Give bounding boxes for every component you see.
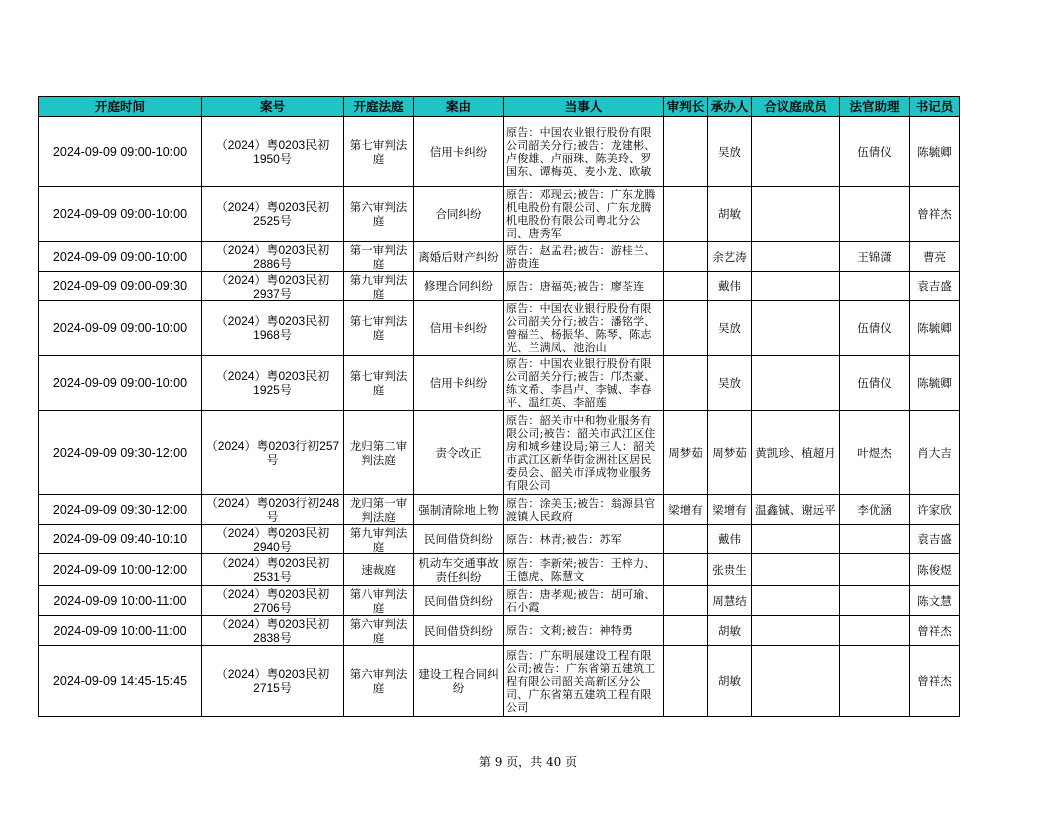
cell-case-no-text: （2024）粤0203行初257号 bbox=[205, 438, 340, 467]
cell-case-no bbox=[202, 586, 344, 616]
cell-parties bbox=[504, 356, 664, 411]
cell-cause bbox=[414, 495, 504, 525]
col-header-cause: 案由 bbox=[414, 97, 504, 117]
cell-clerk-text: 曾祥杰 bbox=[917, 207, 952, 221]
cell-time bbox=[39, 646, 202, 717]
cell-clerk bbox=[910, 554, 960, 586]
cell-case-no-text: （2024）粤0203民初2525号 bbox=[215, 200, 330, 228]
cell-time bbox=[39, 616, 202, 646]
cell-assistant-text: 李优涵 bbox=[857, 502, 892, 517]
cell-time-text: 2024-09-09 09:00-10:00 bbox=[52, 144, 188, 159]
cell-court-text: 第七审判法庭 bbox=[349, 314, 408, 342]
cell-court-text: 第八审判法庭 bbox=[349, 586, 408, 615]
cell-clerk bbox=[910, 117, 960, 187]
cell-court-text: 第九审判法庭 bbox=[349, 525, 408, 553]
cell-time-text: 2024-09-09 10:00-11:00 bbox=[53, 623, 187, 638]
cell-handler bbox=[708, 301, 752, 356]
cell-case-no bbox=[202, 272, 344, 301]
cell-assistant bbox=[840, 242, 910, 272]
cell-parties-text: 原告：唐孝观;被告：胡可瑜、石小霞 bbox=[506, 587, 656, 614]
cell-time-text: 2024-09-09 09:00-10:00 bbox=[52, 249, 188, 264]
cell-clerk bbox=[910, 646, 960, 717]
cell-court bbox=[344, 187, 414, 242]
cell-time bbox=[39, 495, 202, 525]
cell-parties bbox=[504, 242, 664, 272]
cell-court-text: 第六审判法庭 bbox=[349, 667, 408, 695]
cell-handler-text: 周慧结 bbox=[712, 593, 747, 608]
table-row bbox=[39, 187, 960, 242]
cell-cause-text: 修理合同纠纷 bbox=[424, 279, 493, 293]
cell-parties-text: 原告：广东明展建设工程有限公司;被告：广东省第五建筑工程有限公司韶关高新区分公司、广东省第五建筑工程有限公司 bbox=[506, 648, 656, 714]
cell-case-no-text: （2024）粤0203民初2940号 bbox=[215, 525, 330, 553]
cell-assistant bbox=[840, 356, 910, 411]
table-row bbox=[39, 411, 960, 495]
cell-court bbox=[344, 525, 414, 554]
cell-parties bbox=[504, 117, 664, 187]
cell-court-text: 第六审判法庭 bbox=[349, 616, 408, 645]
table-row bbox=[39, 586, 960, 616]
cell-presiding bbox=[664, 301, 708, 356]
cell-parties-text: 原告：文莉;被告：神特勇 bbox=[506, 624, 634, 637]
cell-court-text: 龙归第一审判法庭 bbox=[349, 495, 408, 524]
cell-cause-text: 合同纠纷 bbox=[435, 207, 482, 221]
cell-presiding bbox=[664, 272, 708, 301]
table-row bbox=[39, 117, 960, 187]
cell-clerk-text: 陈俊煜 bbox=[917, 562, 952, 577]
cell-assistant bbox=[840, 117, 910, 187]
cell-panel bbox=[752, 616, 840, 646]
table-row bbox=[39, 272, 960, 301]
cell-time-text: 2024-09-09 14:45-15:45 bbox=[52, 674, 188, 688]
cell-court bbox=[344, 554, 414, 586]
cell-cause-text: 民间借贷纠纷 bbox=[424, 532, 493, 546]
cell-handler-text: 张贵生 bbox=[712, 562, 747, 577]
cell-time-text: 2024-09-09 09:00-09:30 bbox=[52, 279, 188, 293]
cell-cause bbox=[414, 117, 504, 187]
table-row bbox=[39, 525, 960, 554]
cell-assistant-text: 伍倩仪 bbox=[857, 376, 892, 390]
cell-assistant bbox=[840, 646, 910, 717]
cell-presiding bbox=[664, 646, 708, 717]
cell-parties bbox=[504, 187, 664, 242]
cell-assistant bbox=[840, 586, 910, 616]
cell-parties bbox=[504, 586, 664, 616]
cell-parties bbox=[504, 554, 664, 586]
cell-court-text: 速裁庭 bbox=[361, 562, 396, 577]
cell-clerk-text: 曹亮 bbox=[923, 249, 946, 264]
cell-assistant bbox=[840, 411, 910, 495]
cell-presiding bbox=[664, 495, 708, 525]
cell-cause bbox=[414, 586, 504, 616]
cell-assistant bbox=[840, 525, 910, 554]
col-header-clerk: 书记员 bbox=[910, 97, 960, 117]
cell-clerk bbox=[910, 525, 960, 554]
cell-handler-text: 吴放 bbox=[718, 376, 741, 390]
cell-panel bbox=[752, 117, 840, 187]
cell-clerk-text: 袁吉盛 bbox=[917, 532, 952, 546]
cell-assistant bbox=[840, 616, 910, 646]
cell-panel bbox=[752, 272, 840, 301]
cell-time-text: 2024-09-09 09:30-12:00 bbox=[52, 445, 188, 460]
cell-parties-text: 原告：赵孟君;被告：游桂兰、游贵连 bbox=[506, 243, 656, 270]
cell-case-no-text: （2024）粤0203民初2838号 bbox=[215, 616, 330, 645]
cell-handler-text: 戴伟 bbox=[718, 279, 741, 293]
cell-assistant bbox=[840, 272, 910, 301]
cell-parties bbox=[504, 525, 664, 554]
cell-court bbox=[344, 646, 414, 717]
cell-presiding bbox=[664, 554, 708, 586]
cell-presiding bbox=[664, 242, 708, 272]
cell-panel bbox=[752, 495, 840, 525]
cell-court-text: 第六审判法庭 bbox=[349, 200, 408, 228]
col-header-panel: 合议庭成员 bbox=[752, 97, 840, 117]
cell-time-text: 2024-09-09 10:00-11:00 bbox=[53, 593, 187, 608]
cell-clerk-text: 陈毓卿 bbox=[917, 376, 952, 390]
cell-panel bbox=[752, 525, 840, 554]
cell-handler bbox=[708, 272, 752, 301]
cell-panel bbox=[752, 411, 840, 495]
cell-time bbox=[39, 356, 202, 411]
cell-assistant bbox=[840, 301, 910, 356]
cell-clerk bbox=[910, 301, 960, 356]
cell-clerk bbox=[910, 586, 960, 616]
court-schedule-table bbox=[38, 96, 960, 717]
cell-clerk-text: 曾祥杰 bbox=[917, 674, 952, 688]
cell-presiding bbox=[664, 117, 708, 187]
cell-case-no bbox=[202, 117, 344, 187]
cell-case-no-text: （2024）粤0203民初1925号 bbox=[215, 369, 330, 397]
cell-case-no-text: （2024）粤0203民初2706号 bbox=[215, 586, 330, 615]
cell-assistant-text: 王锦潇 bbox=[857, 249, 892, 264]
cell-presiding bbox=[664, 616, 708, 646]
cell-panel-text: 黄凯珍、植超月 bbox=[755, 445, 836, 460]
cell-assistant bbox=[840, 187, 910, 242]
cell-clerk bbox=[910, 495, 960, 525]
cell-clerk-text: 陈毓卿 bbox=[917, 144, 952, 159]
cell-assistant bbox=[840, 554, 910, 586]
cell-case-no bbox=[202, 495, 344, 525]
cell-handler-text: 胡敏 bbox=[718, 623, 741, 638]
cell-court bbox=[344, 411, 414, 495]
cell-case-no-text: （2024）粤0203民初2937号 bbox=[215, 272, 330, 300]
cell-case-no bbox=[202, 242, 344, 272]
cell-handler bbox=[708, 646, 752, 717]
cell-cause bbox=[414, 356, 504, 411]
cell-handler bbox=[708, 356, 752, 411]
cell-court-text: 第一审判法庭 bbox=[349, 242, 408, 271]
cell-court bbox=[344, 272, 414, 301]
cell-case-no bbox=[202, 187, 344, 242]
col-header-presiding: 审判长 bbox=[664, 97, 708, 117]
table-row bbox=[39, 554, 960, 586]
cell-case-no-text: （2024）粤0203行初248号 bbox=[205, 495, 340, 524]
cell-court-text: 第九审判法庭 bbox=[349, 272, 408, 300]
cell-time-text: 2024-09-09 10:00-12:00 bbox=[52, 562, 188, 577]
page-footer: 第 9 页，共 40 页 bbox=[478, 755, 578, 769]
cell-time bbox=[39, 272, 202, 301]
cell-handler-text: 戴伟 bbox=[718, 532, 741, 546]
cell-parties-text: 原告：韶关市中和物业服务有限公司;被告：韶关市武江区住房和城乡建设局;第三人：韶关市武江区新华街金洲社区居民委员会、韶关市泽成物业服务有限公司 bbox=[506, 413, 656, 492]
cell-parties bbox=[504, 411, 664, 495]
col-header-time: 开庭时间 bbox=[39, 97, 202, 117]
cell-handler-text: 周梦茹 bbox=[712, 445, 747, 460]
cell-time bbox=[39, 525, 202, 554]
cell-case-no-text: （2024）粤0203民初2886号 bbox=[215, 242, 330, 271]
cell-cause bbox=[414, 272, 504, 301]
cell-court-text: 第七审判法庭 bbox=[349, 137, 408, 166]
cell-cause bbox=[414, 554, 504, 586]
col-header-handler: 承办人 bbox=[708, 97, 752, 117]
table-row bbox=[39, 301, 960, 356]
table-row bbox=[39, 646, 960, 717]
col-header-parties: 当事人 bbox=[504, 97, 664, 117]
cell-parties-text: 原告：中国农业银行股份有限公司韶关分行;被告：龙建彬、卢俊雄、卢丽珠、陈美玲、罗国东、谭梅英、麦小龙、欧敏 bbox=[506, 125, 656, 178]
cell-parties-text: 原告：林青;被告：苏军 bbox=[506, 532, 622, 546]
cell-cause-text: 责令改正 bbox=[435, 445, 482, 460]
cell-parties bbox=[504, 616, 664, 646]
table-row bbox=[39, 495, 960, 525]
cell-time-text: 2024-09-09 09:00-10:00 bbox=[52, 207, 188, 221]
cell-cause-text: 强制清除地上物 bbox=[418, 502, 499, 517]
cell-handler bbox=[708, 411, 752, 495]
col-header-court: 开庭法庭 bbox=[344, 97, 414, 117]
table-row bbox=[39, 242, 960, 272]
cell-cause-text: 民间借贷纠纷 bbox=[424, 623, 493, 638]
cell-time bbox=[39, 411, 202, 495]
cell-clerk bbox=[910, 411, 960, 495]
col-header-assistant: 法官助理 bbox=[840, 97, 910, 117]
cell-presiding bbox=[664, 356, 708, 411]
cell-parties bbox=[504, 301, 664, 356]
cell-case-no-text: （2024）粤0203民初2715号 bbox=[215, 667, 330, 695]
cell-handler bbox=[708, 616, 752, 646]
cell-presiding bbox=[664, 586, 708, 616]
col-header-case-no: 案号 bbox=[202, 97, 344, 117]
cell-time bbox=[39, 187, 202, 242]
cell-cause bbox=[414, 411, 504, 495]
cell-case-no bbox=[202, 646, 344, 717]
cell-case-no bbox=[202, 554, 344, 586]
cell-clerk-text: 肖大吉 bbox=[917, 445, 952, 460]
cell-handler bbox=[708, 242, 752, 272]
cell-cause-text: 民间借贷纠纷 bbox=[424, 593, 493, 608]
cell-cause bbox=[414, 646, 504, 717]
cell-time-text: 2024-09-09 09:30-12:00 bbox=[52, 502, 188, 517]
cell-handler-text: 吴放 bbox=[718, 144, 741, 159]
cell-panel bbox=[752, 554, 840, 586]
cell-cause bbox=[414, 242, 504, 272]
cell-case-no bbox=[202, 356, 344, 411]
cell-panel-text: 温鑫铖、谢远平 bbox=[755, 502, 836, 517]
cell-court bbox=[344, 495, 414, 525]
cell-presiding bbox=[664, 411, 708, 495]
cell-handler-text: 余艺涛 bbox=[712, 249, 747, 264]
cell-case-no bbox=[202, 301, 344, 356]
cell-clerk-text: 袁吉盛 bbox=[917, 279, 952, 293]
cell-court bbox=[344, 356, 414, 411]
cell-parties-text: 原告：涂美玉;被告：翁源县官渡镇人民政府 bbox=[506, 496, 656, 523]
cell-court bbox=[344, 242, 414, 272]
cell-panel bbox=[752, 356, 840, 411]
cell-clerk bbox=[910, 242, 960, 272]
cell-assistant bbox=[840, 495, 910, 525]
cell-clerk-text: 陈文慧 bbox=[917, 593, 952, 608]
cell-cause bbox=[414, 616, 504, 646]
cell-clerk bbox=[910, 616, 960, 646]
cell-time bbox=[39, 586, 202, 616]
cell-handler bbox=[708, 525, 752, 554]
cell-court bbox=[344, 301, 414, 356]
cell-assistant-text: 伍倩仪 bbox=[857, 321, 892, 335]
header-row bbox=[39, 97, 960, 117]
cell-parties-text: 原告：邓现云;被告：广东龙腾机电股份有限公司、广东龙腾机电股份有限公司粤北分公司、唐秀军 bbox=[506, 188, 656, 240]
cell-handler bbox=[708, 117, 752, 187]
cell-handler-text: 胡敏 bbox=[718, 207, 741, 221]
cell-cause bbox=[414, 187, 504, 242]
cell-cause bbox=[414, 301, 504, 356]
cell-presiding bbox=[664, 525, 708, 554]
cell-handler bbox=[708, 554, 752, 586]
cell-presiding-text: 梁增有 bbox=[668, 502, 703, 517]
cell-cause-text: 建设工程合同纠纷 bbox=[418, 667, 499, 695]
cell-assistant-text: 叶煜杰 bbox=[857, 445, 892, 460]
cell-parties bbox=[504, 646, 664, 717]
cell-handler bbox=[708, 586, 752, 616]
cell-assistant-text: 伍倩仪 bbox=[857, 144, 892, 159]
cell-case-no bbox=[202, 411, 344, 495]
cell-cause-text: 离婚后财产纠纷 bbox=[418, 249, 499, 264]
cell-parties-text: 原告：唐福英;被告：廖荃连 bbox=[506, 279, 645, 293]
cell-parties bbox=[504, 495, 664, 525]
cell-case-no-text: （2024）粤0203民初1950号 bbox=[215, 137, 330, 166]
cell-clerk-text: 许家欣 bbox=[917, 502, 952, 517]
cell-time bbox=[39, 242, 202, 272]
cell-time bbox=[39, 117, 202, 187]
cell-handler-text: 胡敏 bbox=[718, 674, 741, 688]
cell-clerk bbox=[910, 356, 960, 411]
table-row bbox=[39, 356, 960, 411]
cell-clerk bbox=[910, 187, 960, 242]
cell-court bbox=[344, 117, 414, 187]
cell-cause-text: 信用卡纠纷 bbox=[429, 144, 488, 159]
cell-panel bbox=[752, 586, 840, 616]
cell-parties-text: 原告：中国农业银行股份有限公司韶关分行;被告：邝杰豪、练文希、李昌卢、李铖、李春平、温红英、李韶莲 bbox=[506, 357, 656, 409]
cell-panel bbox=[752, 187, 840, 242]
cell-case-no-text: （2024）粤0203民初2531号 bbox=[215, 555, 330, 584]
cell-case-no bbox=[202, 525, 344, 554]
cell-handler-text: 吴放 bbox=[718, 321, 741, 335]
cell-clerk-text: 陈毓卿 bbox=[917, 321, 952, 335]
cell-cause-text: 机动车交通事故责任纠纷 bbox=[418, 555, 499, 584]
cell-court bbox=[344, 586, 414, 616]
cell-court bbox=[344, 616, 414, 646]
cell-handler bbox=[708, 187, 752, 242]
cell-time bbox=[39, 554, 202, 586]
cell-case-no bbox=[202, 616, 344, 646]
cell-time bbox=[39, 301, 202, 356]
cell-time-text: 2024-09-09 09:00-10:00 bbox=[52, 376, 188, 390]
cell-time-text: 2024-09-09 09:40-10:10 bbox=[52, 532, 188, 546]
cell-presiding bbox=[664, 187, 708, 242]
cell-time-text: 2024-09-09 09:00-10:00 bbox=[52, 321, 188, 335]
cell-presiding-text: 周梦茹 bbox=[668, 445, 703, 460]
cell-court-text: 第七审判法庭 bbox=[349, 369, 408, 397]
cell-panel bbox=[752, 646, 840, 717]
cell-panel bbox=[752, 242, 840, 272]
cell-clerk-text: 曾祥杰 bbox=[917, 623, 952, 638]
cell-cause-text: 信用卡纠纷 bbox=[429, 376, 488, 390]
cell-parties bbox=[504, 272, 664, 301]
table-row bbox=[39, 616, 960, 646]
cell-court-text: 龙归第二审判法庭 bbox=[349, 438, 408, 467]
cell-cause-text: 信用卡纠纷 bbox=[429, 321, 488, 335]
cell-panel bbox=[752, 301, 840, 356]
cell-cause bbox=[414, 525, 504, 554]
cell-handler bbox=[708, 495, 752, 525]
cell-case-no-text: （2024）粤0203民初1968号 bbox=[215, 314, 330, 342]
cell-handler-text: 梁增有 bbox=[712, 502, 747, 517]
cell-parties-text: 原告：李新荣;被告：王梓力、王德虎、陈慧文 bbox=[506, 556, 656, 583]
cell-parties-text: 原告：中国农业银行股份有限公司韶关分行;被告：潘铭学、曾福兰、杨振华、陈琴、陈志光、兰满凤、池治山 bbox=[506, 302, 656, 354]
cell-clerk bbox=[910, 272, 960, 301]
